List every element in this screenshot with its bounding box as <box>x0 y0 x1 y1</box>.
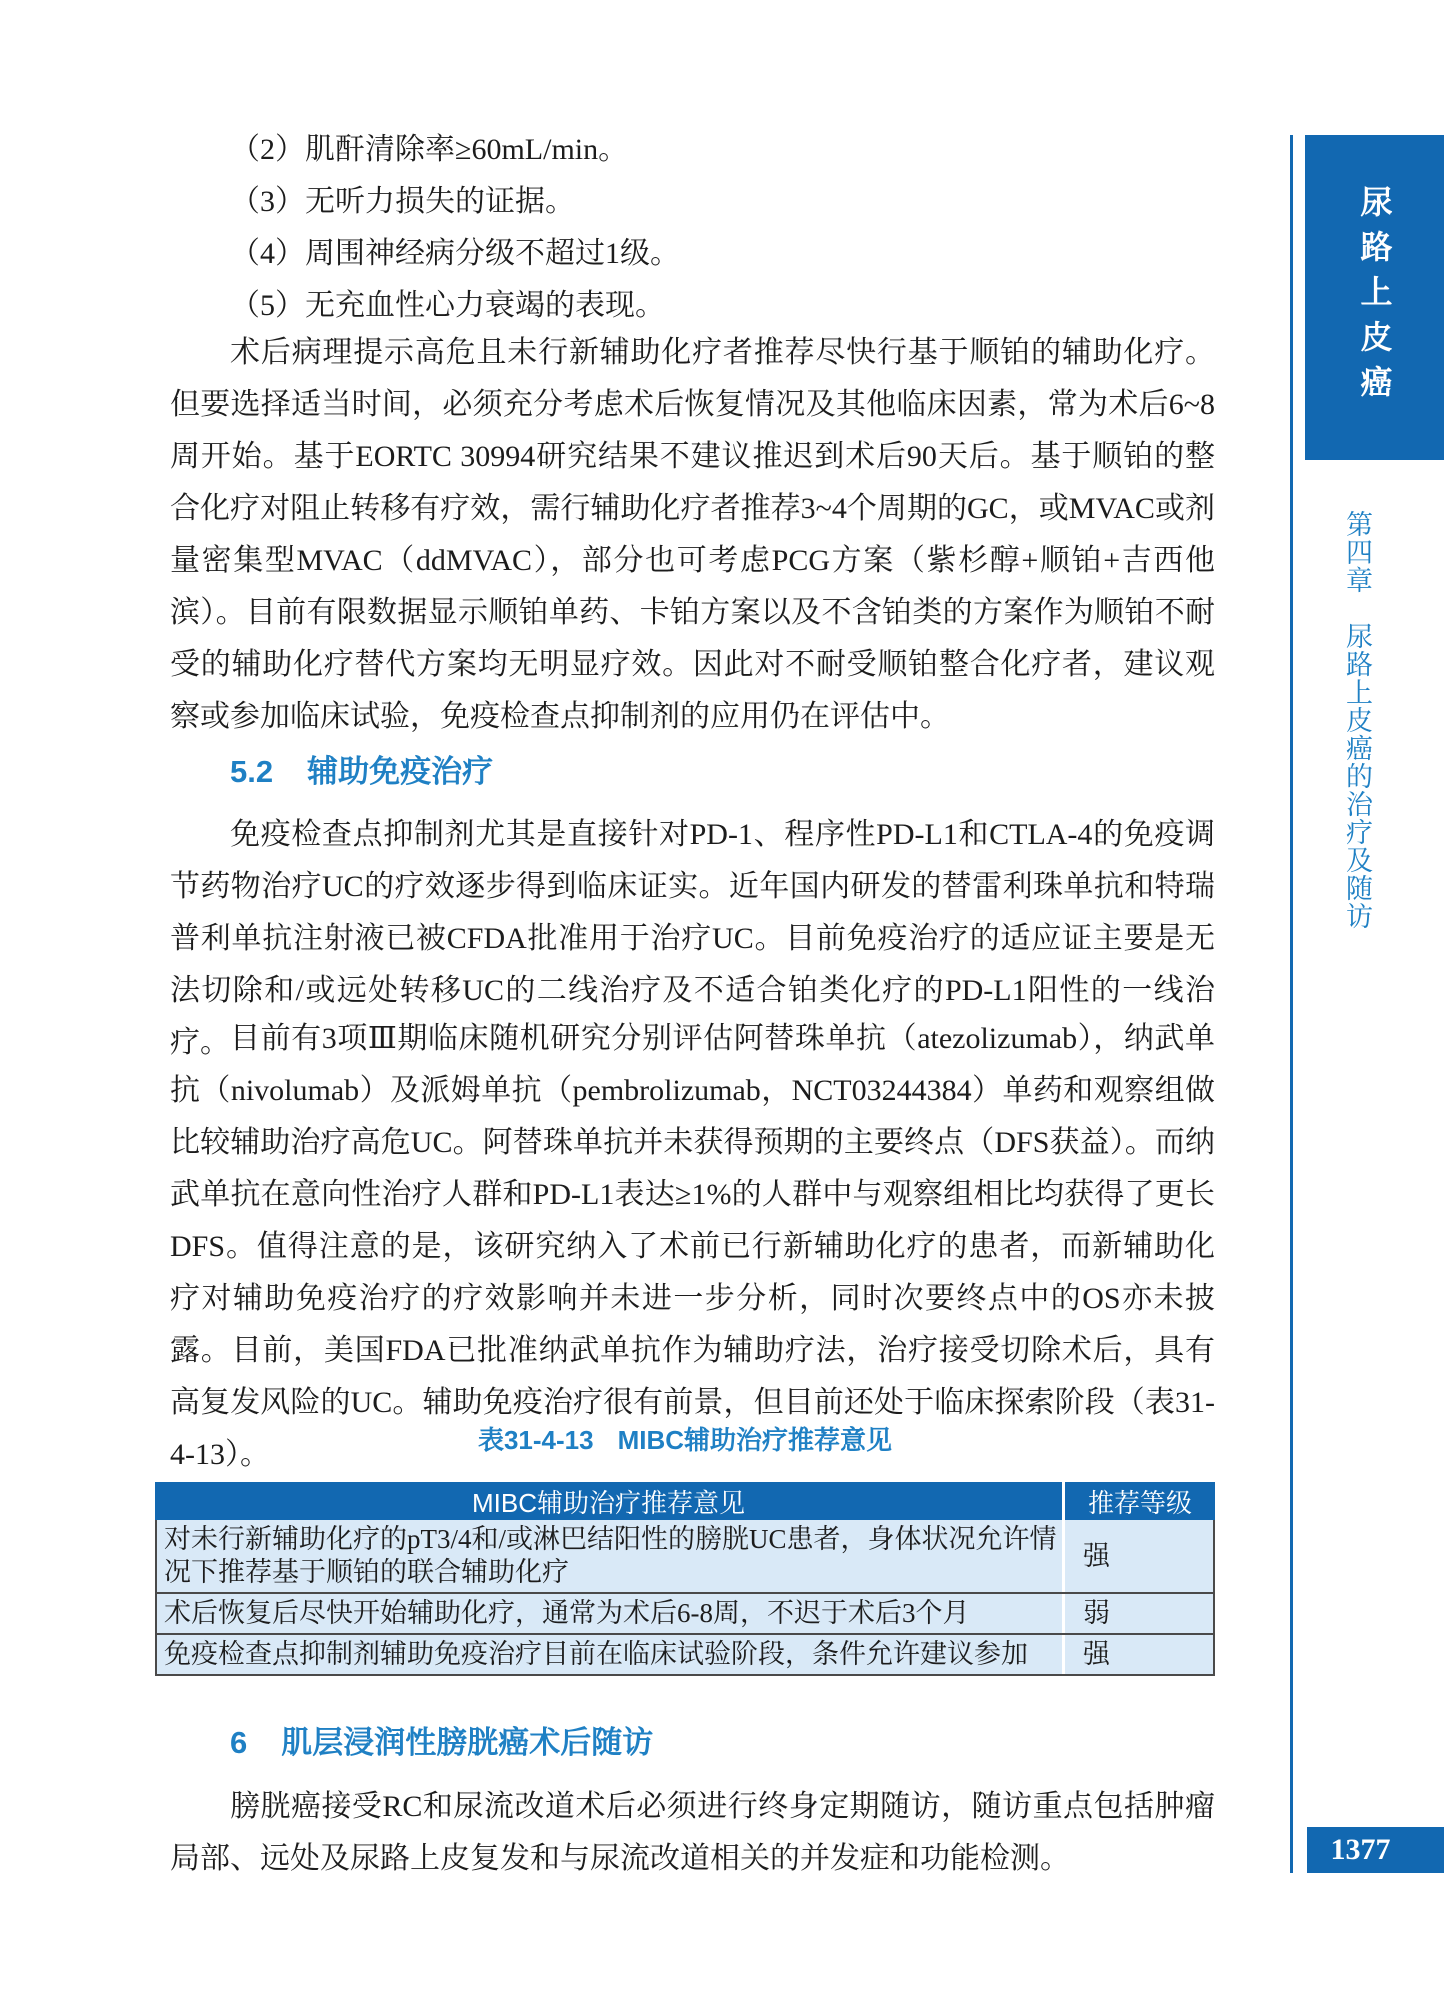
table-header-grade: 推荐等级 <box>1087 1487 1192 1518</box>
cell-recommendation: 术后恢复后尽快开始辅助化疗，通常为术后6-8周，不迟于术后3个月 <box>164 1598 970 1628</box>
paragraph-text: 免疫检查点抑制剂尤其是直接针对PD-1、程序性PD-L1和CTLA-4的免疫调节药物治疗UC的疗效逐步得到临床证实。近年国内研发的替雷利珠单抗和特瑞普利单抗注射液已被CFDA批准用于治疗UC。目前免疫治疗的适应证主要是无法切除和/或远处转移UC的二线治疗及不适合铂类化疗的PD-L1阳性的一线治疗。 <box>170 818 1215 1059</box>
cell-grade: 强 <box>1083 1540 1110 1571</box>
table-header-recommendation: MIBC辅助治疗推荐意见 <box>471 1487 745 1518</box>
paragraph-immune-2 <box>170 1013 1215 1481</box>
sidebar-tab <box>1305 135 1444 460</box>
cell-recommendation: 免疫检查点抑制剂辅助免疫治疗目前在临床试验阶段，条件允许建议参加 <box>164 1639 1028 1669</box>
table-body <box>155 1520 1215 1676</box>
recommendation-table <box>155 1482 1215 1676</box>
table-header-row <box>155 1482 1215 1520</box>
table-row <box>157 1592 1213 1633</box>
sidebar-chapter-label: 第四章 尿路上皮癌的治疗及随访 <box>1342 510 1372 930</box>
list-item: （2）肌酐清除率≥60mL/min。 <box>230 133 629 166</box>
list-item: （4）周围神经病分级不超过1级。 <box>230 237 680 270</box>
sidebar-tab-label: 尿路上皮癌 <box>1356 185 1393 410</box>
cell-recommendation: 对未行新辅助化疗的pT3/4和/或淋巴结阳性的膀胱UC患者，身体状况允许情况下推荐基于顺铂的联合辅助化疗 <box>164 1524 1057 1587</box>
paragraph-text: 膀胱癌接受RC和尿流改道术后必须进行终身定期随访，随访重点包括肿瘤局部、远处及尿路上皮复发和与尿流改道相关的并发症和功能检测。 <box>170 1790 1215 1875</box>
list-item: （5）无充血性心力衰竭的表现。 <box>230 289 665 322</box>
section-heading-5-2 <box>230 752 1215 792</box>
condition-list <box>170 124 1215 332</box>
list-item: （3）无听力损失的证据。 <box>230 185 575 218</box>
table-caption-number: 表31-4-13 <box>477 1425 594 1455</box>
cell-grade: 强 <box>1083 1639 1110 1669</box>
paragraph-text: 术后病理提示高危且未行新辅助化疗者推荐尽快行基于顺铂的辅助化疗。但要选择适当时间，必须充分考虑术后恢复情况及其他临床因素，常为术后6~8周开始。基于EORTC 30994研究结果不建议推迟到术后90天后。基于顺铂的整合化疗对阻止转移有疗效，需行辅助化疗者推荐3~4个周期的GC，或MVAC或剂量密集型MVAC（ddMVAC），部分也可考虑PCG方案（紫杉醇+顺铂+吉西他滨）。目前有限数据显示顺铂单药、卡铂方案以及不含铂类的方案作为顺铂不耐受的辅助化疗替代方案均无明显疗效。因此对不耐受顺铂整合化疗者，建议观察或参加临床试验，免疫检查点抑制剂的应用仍在评估中。 <box>170 336 1215 733</box>
section-heading-6 <box>230 1723 1215 1763</box>
cell-grade: 弱 <box>1083 1598 1110 1628</box>
section-number: 5.2 <box>230 754 274 789</box>
section-title: 辅助免疫治疗 <box>307 754 494 789</box>
table-row <box>157 1520 1213 1592</box>
section-title: 肌层浸润性膀胱癌术后随访 <box>281 1725 654 1760</box>
table-caption <box>155 1424 1215 1456</box>
page-number: 1377 <box>1330 1833 1391 1866</box>
paragraph-text: 目前有3项Ⅲ期临床随机研究分别评估阿替珠单抗（atezolizumab），纳武单抗（nivolumab）及派姆单抗（pembrolizumab，NCT03244384）单药和观察组做比较辅助治疗高危UC。阿替珠单抗并未获得预期的主要终点（DFS获益）。而纳武单抗在意向性治疗人群和PD-L1表达≥1%的人群中与观察组相比均获得了更长DFS。值得注意的是，该研究纳入了术前已行新辅助化疗的患者，而新辅助化疗对辅助免疫治疗的疗效影响并未进一步分析，同时次要终点中的OS亦未披露。目前，美国FDA已批准纳武单抗作为辅助疗法，治疗接受切除术后，具有高复发风险的UC。辅助免疫治疗很有前景，但目前还处于临床探索阶段（表31-4-13）。 <box>170 1022 1215 1471</box>
paragraph-followup <box>170 1781 1215 1885</box>
table-caption-title: MIBC辅助治疗推荐意见 <box>617 1425 893 1455</box>
section-number: 6 <box>230 1725 248 1760</box>
table-row <box>157 1633 1213 1674</box>
paragraph-adjuvant-chemo <box>170 327 1215 743</box>
sidebar-rule <box>1290 135 1293 1873</box>
page-number-box <box>1307 1827 1444 1873</box>
